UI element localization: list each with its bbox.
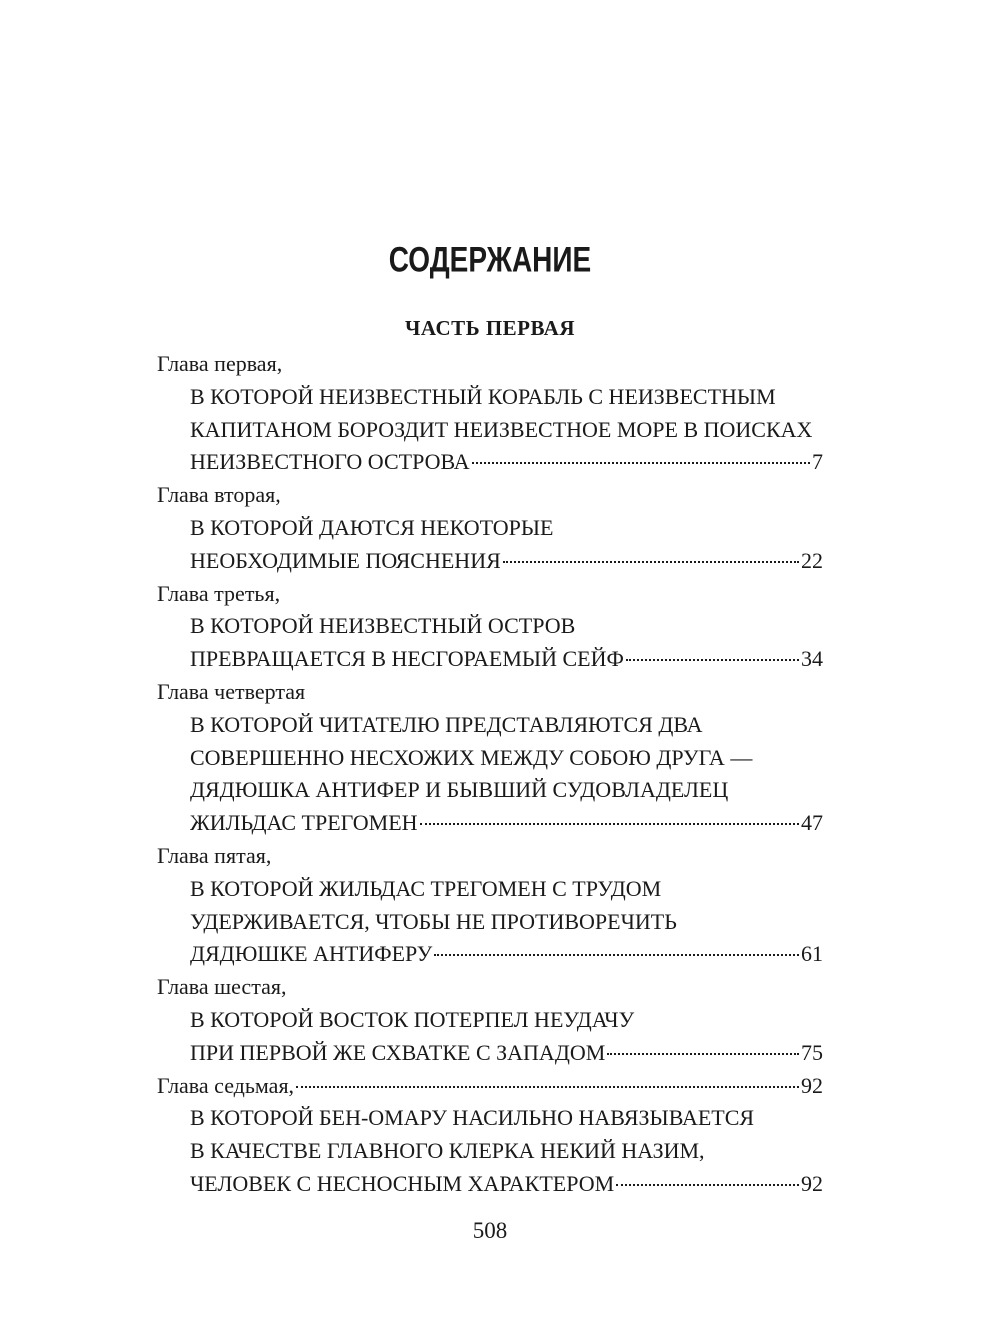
dot-leader: [503, 561, 799, 563]
chapter-heading: Глава шестая,: [157, 974, 287, 1000]
chapter-title-last-line: [157, 1168, 823, 1201]
chapter-title-line: В КОТОРОЙ ЖИЛЬДАС ТРЕГОМЕН С ТРУДОМ: [190, 875, 662, 901]
dot-leader: [420, 823, 799, 825]
toc-entry: [157, 971, 823, 1069]
chapter-title-line: НЕОБХОДИМЫЕ ПОЯСНЕНИЯ: [190, 547, 501, 573]
dot-leader: [296, 1086, 799, 1088]
dot-leader: [607, 1053, 799, 1055]
page-ref: 47: [801, 810, 823, 836]
chapter-heading: Глава седьмая,: [157, 1072, 295, 1098]
toc-entry: [157, 840, 823, 971]
chapter-title-line: В КОТОРОЙ НЕИЗВЕСТНЫЙ ОСТРОВ: [190, 613, 576, 639]
chapter-title-line: ДЯДЮШКА АНТИФЕР И БЫВШИЙ СУДОВЛАДЕЛЕЦ: [190, 777, 729, 803]
chapter-title-last-line: [157, 807, 823, 840]
page-ref: 92: [801, 1170, 823, 1196]
chapter-title-last-line: [157, 446, 823, 479]
chapter-title-last-line: [157, 545, 823, 578]
page-ref: 61: [801, 941, 823, 967]
toc-entry: [157, 479, 823, 577]
chapter-title-line: В КОТОРОЙ НЕИЗВЕСТНЫЙ КОРАБЛЬ С НЕИЗВЕСТНЫМ: [190, 383, 776, 409]
chapter-heading: Глава вторая,: [157, 482, 281, 508]
page-ref: 34: [801, 646, 823, 672]
chapter-title-line: В КОТОРОЙ ДАЮТСЯ НЕКОТОРЫЕ: [190, 514, 554, 540]
chapter-heading-row: [157, 1070, 823, 1103]
chapter-title-line: В КОТОРОЙ БЕН-ОМАРУ НАСИЛЬНО НАВЯЗЫВАЕТСЯ: [190, 1105, 755, 1131]
chapter-title-line: ПРИ ПЕРВОЙ ЖЕ СХВАТКЕ С ЗАПАДОМ: [190, 1039, 606, 1065]
chapter-title-line: ДЯДЮШКЕ АНТИФЕРУ: [190, 941, 433, 967]
toc-entry: [157, 348, 823, 479]
chapter-title-line: ЧЕЛОВЕК С НЕСНОСНЫМ ХАРАКТЕРОМ: [190, 1170, 615, 1196]
toc-title: СОДЕРЖАНИЕ: [388, 240, 592, 279]
chapter-title-line: ПРЕВРАЩАЕТСЯ В НЕСГОРАЕМЫЙ СЕЙФ: [190, 646, 624, 672]
chapter-title-line: В КОТОРОЙ ЧИТАТЕЛЮ ПРЕДСТАВЛЯЮТСЯ ДВА: [190, 711, 703, 737]
dot-leader: [626, 659, 799, 661]
toc-entry: [157, 1070, 823, 1201]
chapter-title-line: КАПИТАНОМ БОРОЗДИТ НЕИЗВЕСТНОЕ МОРЕ В ПОИСКАХ: [190, 416, 813, 442]
chapter-heading: Глава первая,: [157, 351, 283, 376]
toc-list: [157, 348, 823, 1201]
page-ref: 22: [801, 547, 823, 573]
chapter-title-last-line: [157, 1037, 823, 1070]
part-title: ЧАСТЬ ПЕРВАЯ: [404, 316, 576, 340]
dot-leader: [616, 1184, 799, 1186]
dot-leader: [472, 462, 810, 464]
page-ref: 75: [801, 1039, 823, 1065]
page-number: 508: [472, 1218, 508, 1243]
dot-leader: [434, 954, 799, 956]
chapter-title-line: ЖИЛЬДАС ТРЕГОМЕН: [190, 810, 418, 836]
chapter-title-last-line: [157, 643, 823, 676]
chapter-heading: Глава четвертая: [157, 678, 306, 704]
chapter-title-line: НЕИЗВЕСТНОГО ОСТРОВА: [190, 449, 470, 475]
chapter-title-last-line: [157, 938, 823, 971]
chapter-heading: Глава третья,: [157, 580, 281, 606]
chapter-title-line: УДЕРЖИВАЕТСЯ, ЧТОБЫ НЕ ПРОТИВОРЕЧИТЬ: [190, 908, 677, 934]
chapter-title-line: В КОТОРОЙ ВОСТОК ПОТЕРПЕЛ НЕУДАЧУ: [190, 1006, 635, 1032]
page-ref: 7: [812, 449, 823, 475]
toc-entry: [157, 676, 823, 840]
chapter-title-line: СОВЕРШЕННО НЕСХОЖИХ МЕЖДУ СОБОЮ ДРУГА —: [190, 744, 753, 770]
page-ref: 92: [801, 1072, 823, 1098]
chapter-heading: Глава пятая,: [157, 842, 272, 868]
toc-entry: [157, 578, 823, 676]
chapter-title-line: В КАЧЕСТВЕ ГЛАВНОГО КЛЕРКА НЕКИЙ НАЗИМ,: [190, 1138, 705, 1164]
